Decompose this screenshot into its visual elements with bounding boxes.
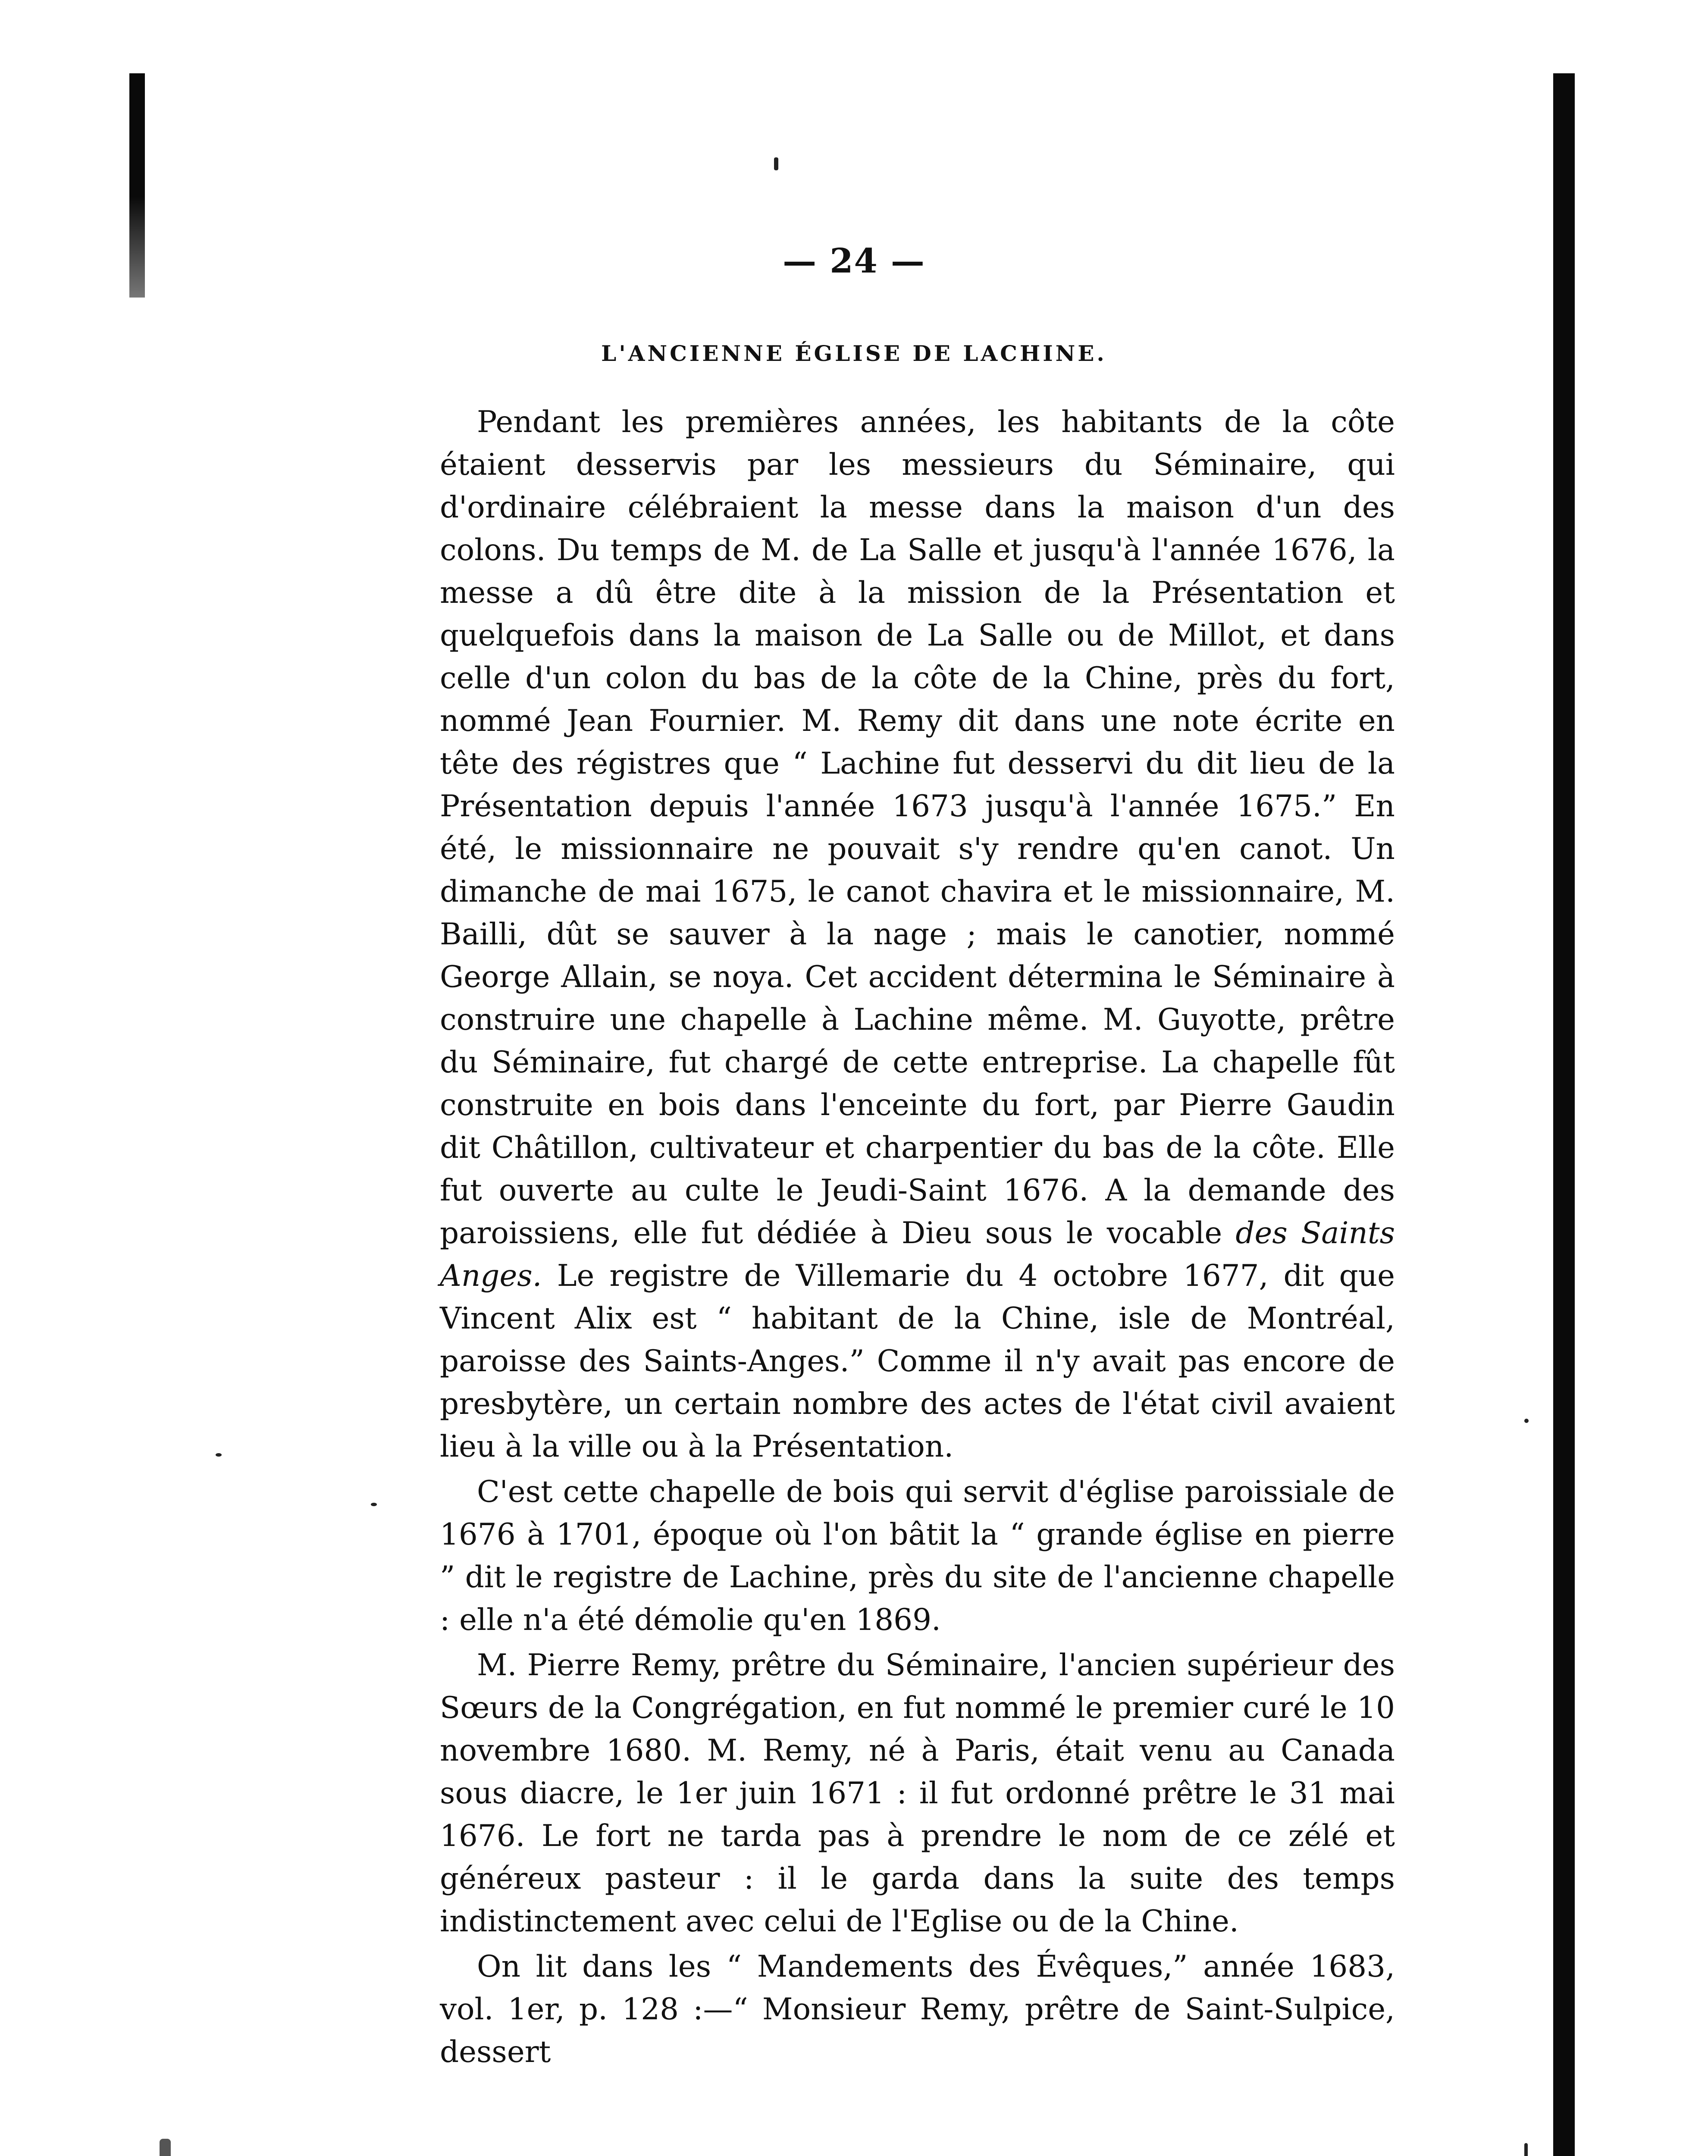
body-text [440, 401, 1395, 2076]
page-number: — 24 — [783, 241, 925, 281]
scan-speck [216, 1453, 222, 1457]
chapter-title: L'ANCIENNE ÉGLISE DE LACHINE. [601, 341, 1107, 366]
scan-right-edge-bar [1553, 73, 1575, 2156]
paragraph: On lit dans les “ Mandements des Évêques,” année 1683, vol. 1er, p. 128 :—“ Monsieur Remy, prêtre de Saint-Sulpice, dessert [440, 1949, 1395, 2069]
paragraph: M. Pierre Remy, prêtre du Séminaire, l'ancien supérieur des Sœurs de la Congrégation, en fut nommé le premier curé le 10 novembre 1680. M. Remy, né à Paris, était venu au Canada sous diacre, le 1er juin 1671 : il fut ordonné prêtre le 31 mai 1676. Le fort ne tarda pas à prendre le nom de ce zélé et généreux pasteur : il le garda dans la suite des temps indistinctement avec celui de l'Eglise ou de la Chine. [440, 1648, 1395, 1939]
scan-speck [774, 157, 778, 170]
scan-speck [1524, 2143, 1528, 2156]
paragraph: C'est cette chapelle de bois qui servit d'église paroissiale de 1676 à 1701, époque où l'on bâtit la “ grande église en pierre ” dit le registre de Lachine, près du site de l'ancienne chapelle : elle n'a été démolie qu'en 1869. [440, 1475, 1395, 1637]
scan-speck [160, 2139, 171, 2156]
scan-speck [1524, 1419, 1529, 1423]
paragraph: Pendant les premières années, les habitants de la côte étaient desservis par les messieurs du Séminaire, qui d'ordinaire célébraient la messe dans la maison d'un des colons. Du temps de M. de La Salle et jusqu'à l'année 1676, la messe a dû être dite à la mission de la Présentation et quelquefois dans la maison de La Salle ou de Millot, et dans celle d'un colon du bas de la côte de la Chine, près du fort, nommé Jean Fournier. M. Remy dit dans une note écrite en tête des régistres que “ Lachine fut desservi du dit lieu de la Présentation depuis l'année 1673 jusqu'à l'année 1675.” En été, le missionnaire ne pouvait s'y rendre qu'en canot. Un dimanche de mai 1675, le canot chavira et le missionnaire, M. Bailli, dût se sauver à la nage ; mais le canotier, nommé George Allain, se noya. Cet accident détermina le Séminaire à construire une chapelle à Lachine même. M. Guyotte, prêtre du Séminaire, fut chargé de cette entreprise. La chapelle fût construite en bois dans l'enceinte du fort, par Pierre Gaudin dit Châtillon, cultivateur et charpentier du bas de la côte. Elle fut ouverte au culte le Jeudi-Saint 1676. A la demande des paroissiens, elle fut dédiée à Dieu sous le vocable des Saints Anges. Le registre de Villemarie du 4 octobre 1677, dit que Vincent Alix est “ habitant de la Chine, isle de Montréal, paroisse des Saints-Anges.” Comme il n'y avait pas encore de presbytère, un certain nombre des actes de l'état civil avaient lieu à la ville ou à la Présentation. [440, 405, 1395, 1464]
italic-phrase: des Saints Anges. [440, 1216, 1395, 1293]
scan-speck [371, 1503, 377, 1506]
